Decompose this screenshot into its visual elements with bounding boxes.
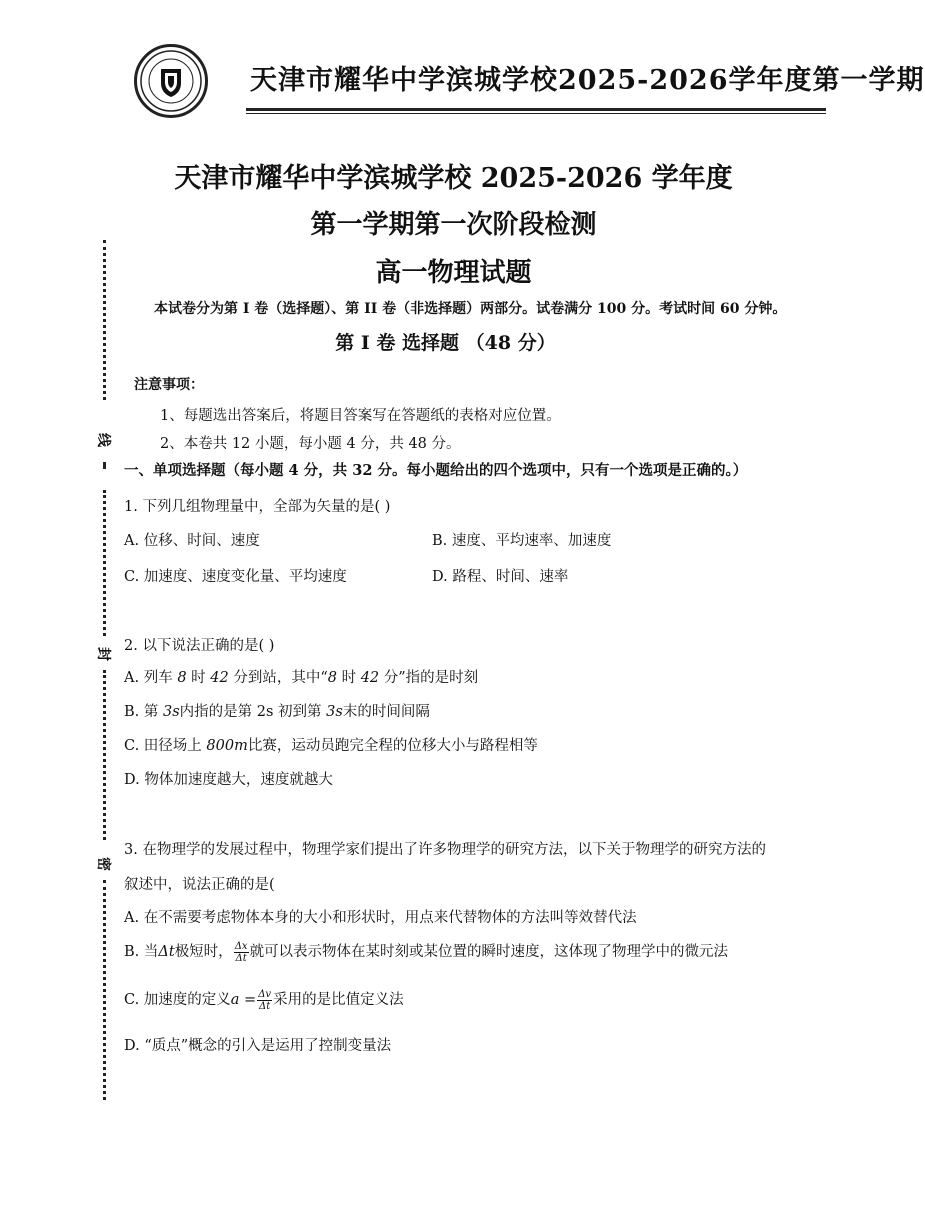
notice-heading: 注意事项： — [134, 377, 204, 393]
option-math: 42 — [210, 670, 229, 686]
fraction-denominator: Δt — [235, 952, 247, 964]
header-rule-thin — [246, 113, 826, 114]
option-text: 就可以表示物体在某时刻或某位置的瞬时速度，这体现了物理学中的微元法 — [249, 944, 729, 960]
option-math: 800m — [206, 738, 248, 754]
volume-heading: 第 I 卷 选择题 （48 分） — [335, 332, 556, 354]
fraction-numerator: Δv — [258, 988, 272, 1000]
question-1-option-c: C. 加速度、速度变化量、平均速度 — [124, 569, 347, 585]
option-text: C. 加速度的定义 — [124, 992, 231, 1008]
option-math: 3s — [162, 704, 180, 720]
notice-item: 1、每题选出答案后，将题目答案写在答题纸的表格对应位置。 — [160, 408, 561, 424]
option-text: 内指的是第 2s 初到第 — [179, 704, 327, 720]
option-math: 8 — [177, 670, 187, 686]
option-text: C. 田径场上 — [124, 738, 207, 754]
option-text: B. 当 — [124, 944, 159, 960]
option-text: B. 第 — [124, 704, 163, 720]
question-1-option-b: B. 速度、平均速率、加速度 — [432, 533, 612, 549]
question-2-stem: 2. 以下说法正确的是( ) — [124, 638, 275, 654]
school-logo — [134, 44, 208, 118]
question-1-stem: 1. 下列几组物理量中，全部为矢量的是( ) — [124, 499, 391, 515]
fraction-denominator: Δt — [259, 1000, 271, 1012]
question-3-option-d: D. “质点”概念的引入是运用了控制变量法 — [124, 1038, 392, 1054]
exam-intro: 本试卷分为第 I 卷（选择题）、第 II 卷（非选择题）两部分。试卷满分 100 分。考试时间 60 分钟。 — [154, 301, 787, 317]
question-3-option-c — [124, 988, 404, 1012]
option-math: Δt — [158, 944, 175, 960]
question-2-option-a — [124, 666, 478, 687]
question-1-option-d: D. 路程、时间、速率 — [432, 569, 569, 585]
section-heading: 一、单项选择题（每小题 4 分，共 32 分。每小题给出的四个选项中，只有一个选项是正确的。） — [124, 462, 748, 479]
option-math: a = — [230, 992, 257, 1008]
header-school-banner: 天津市耀华中学滨城学校2025-2026学年度第一学期 — [250, 65, 925, 96]
binding-dots — [103, 490, 106, 636]
question-3-option-a: A. 在不需要考虑物体本身的大小和形状时，用点来代替物体的方法叫等效替代法 — [124, 910, 637, 926]
question-3-stem-line2: 叙述中，说法正确的是( — [124, 877, 275, 893]
fraction — [257, 989, 272, 1012]
notice-item: 2、本卷共 12 小题，每小题 4 分，共 48 分。 — [160, 436, 461, 452]
binding-margin — [96, 240, 112, 1100]
question-2-option-c — [124, 734, 538, 755]
option-text: 分”指的是时刻 — [379, 670, 479, 686]
option-text: 极短时， — [174, 944, 233, 960]
fraction-numerator: Δx — [234, 940, 248, 952]
exam-title-line2: 第一学期第一次阶段检测 — [310, 210, 597, 240]
question-3-stem-line1: 3. 在物理学的发展过程中，物理学家们提出了许多物理学的研究方法，以下关于物理学的研究方法的 — [124, 842, 766, 858]
option-text: 末的时间间隔 — [342, 704, 430, 720]
question-2-option-b — [124, 700, 430, 721]
fraction — [234, 941, 249, 964]
option-text: 比赛，运动员跑完全程的位移大小与路程相等 — [247, 738, 538, 754]
exam-title-line3: 高一物理试题 — [375, 258, 532, 288]
binding-dots — [103, 462, 106, 468]
binding-dots — [103, 670, 106, 840]
header-rule — [246, 108, 826, 111]
binding-char-xian: 线 — [95, 433, 111, 447]
question-1-option-a: A. 位移、时间、速度 — [124, 533, 260, 549]
binding-char-mi: 密 — [95, 857, 111, 871]
binding-char-feng: 封 — [95, 647, 111, 661]
option-text: 采用的是比值定义法 — [273, 992, 404, 1008]
question-2-option-d: D. 物体加速度越大，速度就越大 — [124, 772, 333, 788]
option-text: 时 — [336, 670, 361, 686]
option-math: 42 — [360, 670, 380, 686]
school-emblem-icon — [139, 49, 203, 113]
option-text: 分到站，其中“ — [228, 670, 328, 686]
exam-title-line1: 天津市耀华中学滨城学校 2025-2026 学年度 — [174, 163, 733, 194]
question-3-option-b — [124, 940, 728, 964]
option-math: 8 — [327, 670, 337, 686]
option-text: A. 列车 — [124, 670, 178, 686]
option-math: 3s — [326, 704, 343, 720]
option-text: 时 — [186, 670, 211, 686]
binding-dots — [103, 880, 106, 1100]
